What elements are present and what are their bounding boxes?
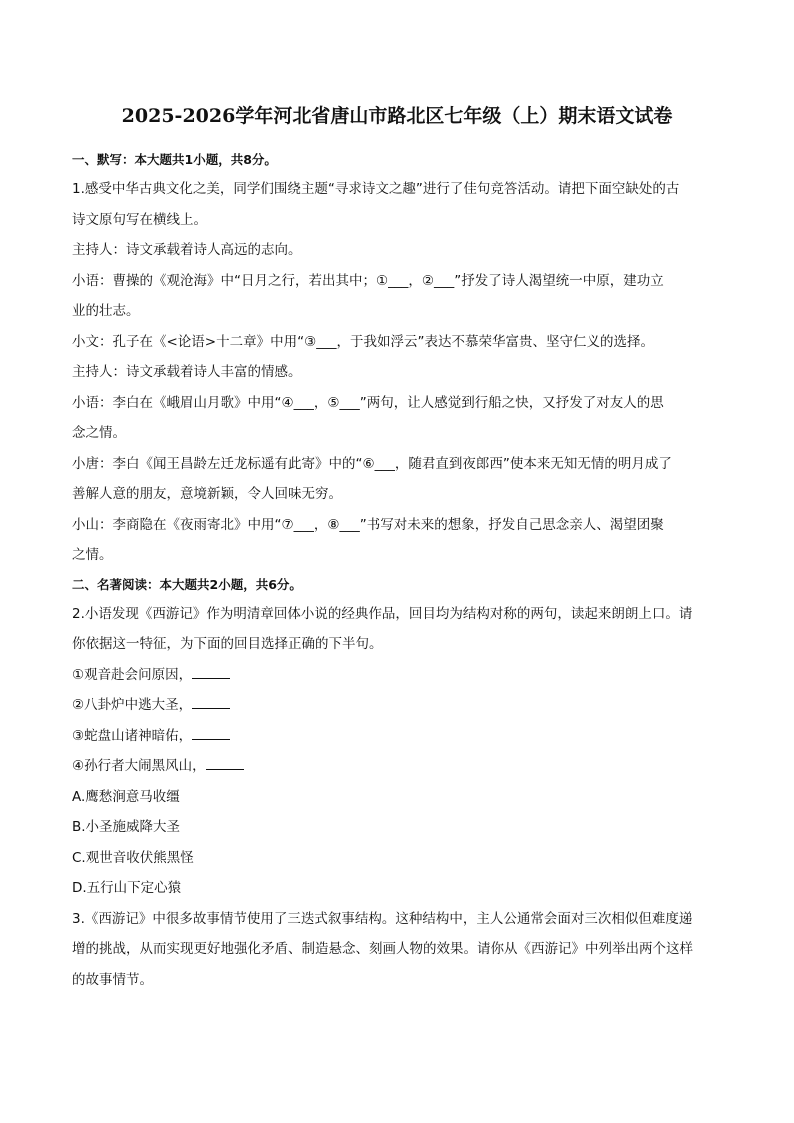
page-title: 2025-2026学年河北省唐山市路北区七年级（上）期末语文试卷 [121,105,673,127]
answer-blank[interactable] [192,666,230,679]
question-2-text-cont: 你依据这一特征，为下面的回目选择正确的下半句。 [72,636,383,652]
section-heading-2: 二、名著阅读：本大题共2小题，共6分。 [72,576,302,592]
chapter-item: ②八卦炉中逃大圣， [72,690,722,721]
option-b: B.小圣施威降大圣 [72,819,181,835]
host-line: 主持人：诗文承载着诗人丰富的情感。 [72,364,302,380]
section-heading-1: 一、默写：本大题共1小题，共8分。 [72,152,277,167]
dialogue-line: 小山：李商隐在《夜雨寄北》中用“⑦___，⑧___”书写对未来的想象，抒发自己思念亲人、渴望团聚 [72,516,664,533]
dialogue-line-cont: 业的壮志。 [72,303,140,319]
exam-page [72,100,722,995]
dialogue-line-cont: 之情。 [72,547,113,563]
dialogue-line: 小语：曹操的《观沧海》中“日月之行，若出其中；①___，②___”抒发了诗人渴望统一中原，建功立 [72,272,664,289]
dialogue-line: 小语：李白在《峨眉山月歌》中用“④___，⑤___”两句，让人感觉到行船之快，又抒发了对友人的思 [72,394,664,411]
chapter-item: ③蛇盘山诸神暗佑， [72,721,722,752]
question-3-text-cont: 增的挑战，从而实现更好地强化矛盾、制造悬念、刻画人物的效果。请你从《西游记》中列举出两个这样 [72,941,693,957]
option-c: C.观世音收伏熊黑怪 [72,849,194,866]
answer-blank[interactable] [192,727,230,740]
question-1-text-cont: 诗文原句写在横线上。 [72,211,207,228]
answer-blank[interactable] [206,757,244,770]
answer-blank[interactable] [192,696,230,709]
dialogue-line-cont: 念之情。 [72,425,126,441]
dialogue-line: 小唐：李白《闻王昌龄左迁龙标遥有此寄》中的“⑥___，随君直到夜郎西”使本来无知无情的明月成了 [72,455,672,472]
question-1-text: 1.感受中华古典文化之美，同学们围绕主题“寻求诗文之趣”进行了佳句竞答活动。请把下面空缺处的古 [72,181,680,197]
dialogue-line: 小文：孔子在《<论语>十二章》中用“③___，于我如浮云”表达不慕荣华富贵、坚守仁义的选择。 [72,333,654,350]
chapter-item: ①观音赴会问原因， [72,660,722,691]
option-d: D.五行山下定心猿 [72,880,182,896]
question-3-text: 3.《西游记》中很多故事情节使用了三迭式叙事结构。这种结构中，主人公通常会面对三次相似但难度递 [72,910,693,927]
host-line: 主持人：诗文承载着诗人高远的志向。 [72,242,302,258]
option-a: A.鹰愁涧意马收缰 [72,788,180,805]
chapter-item: ④孙行者大闹黑风山， [72,751,722,782]
dialogue-line-cont: 善解人意的朋友，意境新颖，令人回味无穷。 [72,486,342,502]
question-2-text: 2.小语发现《西游记》作为明清章回体小说的经典作品，回目均为结构对称的两句，读起来朗朗上口。请 [72,605,693,622]
question-3-text-cont: 的故事情节。 [72,971,153,988]
